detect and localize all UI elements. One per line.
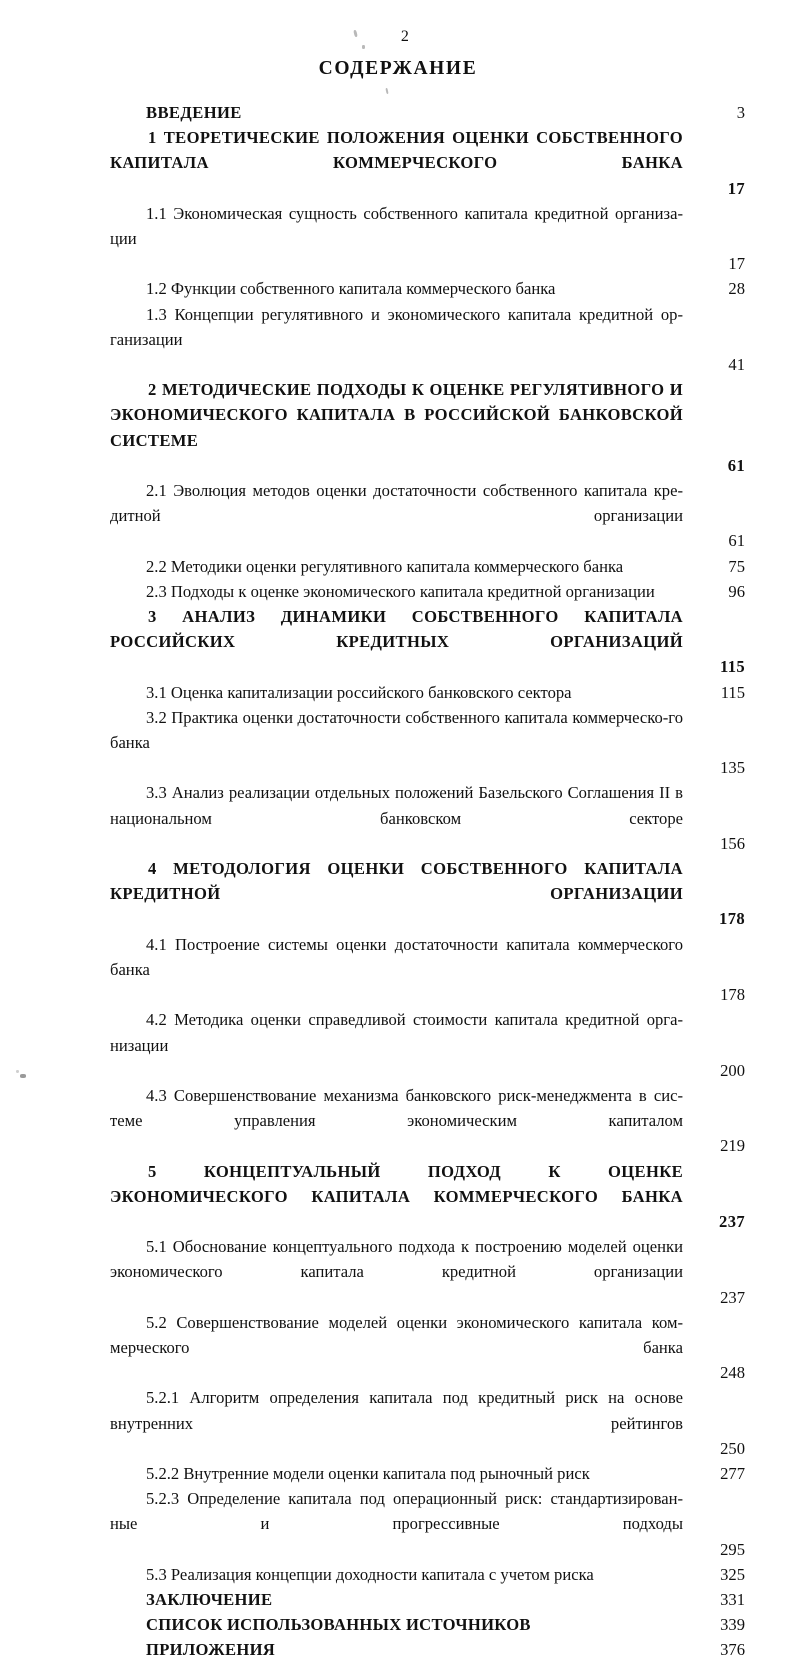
toc-entry-page: 325 — [720, 1564, 745, 1584]
toc-entry-label: 2.1 Эволюция методов оценки достаточности собственного капитала кре-дитной организации — [110, 481, 683, 526]
toc-entry[interactable] — [110, 604, 745, 680]
toc-entry[interactable] — [110, 1486, 745, 1562]
toc-entry-page: 3 — [736, 103, 745, 122]
toc-entry-page: 135 — [720, 758, 745, 778]
page-number: 2 — [400, 28, 410, 45]
toc-entry-label: 3.3 Анализ реализации отдельных положений Базельского Соглашения II в национальном банковском секторе — [110, 783, 683, 828]
toc-entry-page: 331 — [720, 1589, 745, 1609]
toc-entry[interactable] — [110, 377, 745, 478]
toc-entry[interactable] — [110, 856, 745, 932]
toc-entry-label: 4.1 Построение системы оценки достаточности капитала коммерческого банка — [110, 934, 683, 979]
toc-entry-page: 200 — [720, 1060, 745, 1080]
table-of-contents — [110, 100, 745, 1663]
toc-entry-page: 115 — [720, 682, 745, 702]
toc-entry[interactable] — [110, 1612, 745, 1637]
toc-entry-page: 277 — [720, 1463, 745, 1483]
toc-entry-label: 1.3 Концепции регулятивного и экономического капитала кредитной ор-ганизации — [110, 304, 683, 349]
toc-entry-label: 5.2 Совершенствование моделей оценки экономического капитала ком-мерческого банка — [110, 1312, 683, 1357]
toc-entry-label: 4.2 Методика оценки справедливой стоимости капитала кредитной орга-низации — [110, 1010, 683, 1055]
toc-entry[interactable] — [110, 201, 745, 277]
toc-entry-page: 178 — [720, 985, 745, 1005]
toc-entry[interactable] — [110, 932, 745, 1008]
toc-entry[interactable] — [110, 100, 745, 125]
toc-entry-page: 376 — [720, 1640, 745, 1660]
toc-entry[interactable] — [110, 478, 745, 554]
toc-entry-page: 17 — [727, 178, 745, 198]
toc-entry[interactable] — [110, 125, 745, 201]
toc-entry-page: 41 — [728, 355, 745, 375]
toc-entry[interactable] — [110, 680, 745, 705]
toc-entry[interactable] — [110, 579, 745, 604]
toc-entry-label: ПРИЛОЖЕНИЯ — [146, 1640, 276, 1660]
toc-entry[interactable] — [110, 1637, 745, 1662]
toc-entry[interactable] — [110, 1234, 745, 1310]
toc-entry[interactable] — [110, 705, 745, 781]
toc-entry-page: 61 — [728, 531, 745, 551]
page-title: СОДЕРЖАНИЕ — [318, 58, 478, 79]
toc-entry-label: 5.2.3 Определение капитала под операционный риск: стандартизирован-ные и прогрессивные подходы — [110, 1489, 683, 1534]
toc-entry[interactable] — [110, 554, 745, 579]
toc-entry-label: 1.1 Экономическая сущность собственного капитала кредитной организа-ции — [110, 203, 683, 249]
toc-entry-page: 17 — [728, 254, 745, 274]
toc-entry-label: ЗАКЛЮЧЕНИЕ — [146, 1589, 273, 1609]
toc-entry[interactable] — [110, 1007, 745, 1083]
toc-entry-page: 96 — [728, 581, 745, 601]
toc-entry[interactable] — [110, 1562, 745, 1587]
toc-entry-label: 4.3 Совершенствование механизма банковского риск-менеджмента в сис-теме управления экономическим капиталом — [110, 1085, 683, 1131]
toc-entry[interactable] — [110, 1587, 745, 1612]
toc-entry-label: 1.2 Функции собственного капитала коммерческого банка — [146, 279, 556, 299]
toc-entry[interactable] — [110, 276, 745, 301]
scan-speck — [20, 1074, 26, 1078]
toc-entry-page: 237 — [720, 1287, 745, 1307]
toc-entry[interactable] — [110, 780, 745, 856]
toc-entry-label: 3.2 Практика оценки достаточности собственного капитала коммерческо-го банка — [110, 707, 683, 753]
toc-entry[interactable] — [110, 1159, 745, 1235]
toc-entry[interactable] — [110, 1083, 745, 1159]
toc-entry[interactable] — [110, 302, 745, 378]
toc-entry-label: 3 АНАЛИЗ ДИНАМИКИ СОБСТВЕННОГО КАПИТАЛА РОССИЙСКИХ КРЕДИТНЫХ ОРГАНИЗАЦИЙ — [110, 607, 683, 652]
toc-entry-label: 5.3 Реализация концепции доходности капитала с учетом риска — [146, 1564, 594, 1584]
toc-entry-label: 2.2 Методики оценки регулятивного капитала коммерческого банка — [146, 556, 624, 576]
scan-speck — [385, 88, 388, 94]
toc-entry-page: 178 — [719, 909, 745, 929]
toc-entry-page: 295 — [720, 1539, 745, 1559]
toc-entry-page: 219 — [720, 1136, 745, 1156]
page-folio — [0, 28, 796, 46]
toc-entry-page: 75 — [728, 556, 745, 576]
toc-entry-label: 2.3 Подходы к оценке экономического капитала кредитной организации — [146, 581, 655, 601]
toc-entry-label: 2 МЕТОДИЧЕСКИЕ ПОДХОДЫ К ОЦЕНКЕ РЕГУЛЯТИВНОГО И ЭКОНОМИЧЕСКОГО КАПИТАЛА В РОССИЙСКОЙ БАНКОВСКОЙ СИСТЕМЕ — [110, 380, 683, 450]
toc-entry[interactable] — [110, 1461, 745, 1486]
toc-entry[interactable] — [110, 1310, 745, 1386]
toc-entry-page: 237 — [719, 1211, 745, 1231]
toc-entry-page: 250 — [720, 1438, 745, 1458]
toc-entry[interactable] — [110, 1385, 745, 1461]
toc-entry-label: 4 МЕТОДОЛОГИЯ ОЦЕНКИ СОБСТВЕННОГО КАПИТАЛА КРЕДИТНОЙ ОРГАНИЗАЦИИ — [110, 859, 683, 904]
toc-entry-label: СПИСОК ИСПОЛЬЗОВАННЫХ ИСТОЧНИКОВ — [146, 1615, 531, 1635]
toc-entry-page: 339 — [720, 1615, 745, 1635]
toc-entry-label: 3.1 Оценка капитализации российского банковского сектора — [146, 682, 572, 702]
toc-entry-page: 28 — [728, 279, 745, 299]
toc-entry-label: 5.1 Обоснование концептуального подхода к построению моделей оценки экономического капитала кредитной организации — [110, 1237, 683, 1282]
toc-entry-label: ВВЕДЕНИЕ — [146, 103, 242, 122]
toc-entry-page: 115 — [719, 657, 745, 677]
toc-entry-label: 5.2.1 Алгоритм определения капитала под кредитный риск на основе внутренних рейтингов — [110, 1388, 683, 1433]
toc-entry-label: 5.2.2 Внутренние модели оценки капитала под рыночный риск — [146, 1463, 590, 1483]
scan-speck — [362, 45, 365, 49]
toc-entry-page: 61 — [727, 455, 745, 475]
scan-speck — [16, 1070, 19, 1073]
toc-entry-label: 1 ТЕОРЕТИЧЕСКИЕ ПОЛОЖЕНИЯ ОЦЕНКИ СОБСТВЕННОГО КАПИТАЛА КОММЕРЧЕСКОГО БАНКА — [110, 128, 683, 173]
toc-entry-page: 248 — [720, 1363, 745, 1383]
toc-entry-page: 156 — [720, 833, 745, 853]
toc-entry-label: 5 КОНЦЕПТУАЛЬНЫЙ ПОДХОД К ОЦЕНКЕ ЭКОНОМИЧЕСКОГО КАПИТАЛА КОММЕРЧЕСКОГО БАНКА — [110, 1161, 683, 1206]
